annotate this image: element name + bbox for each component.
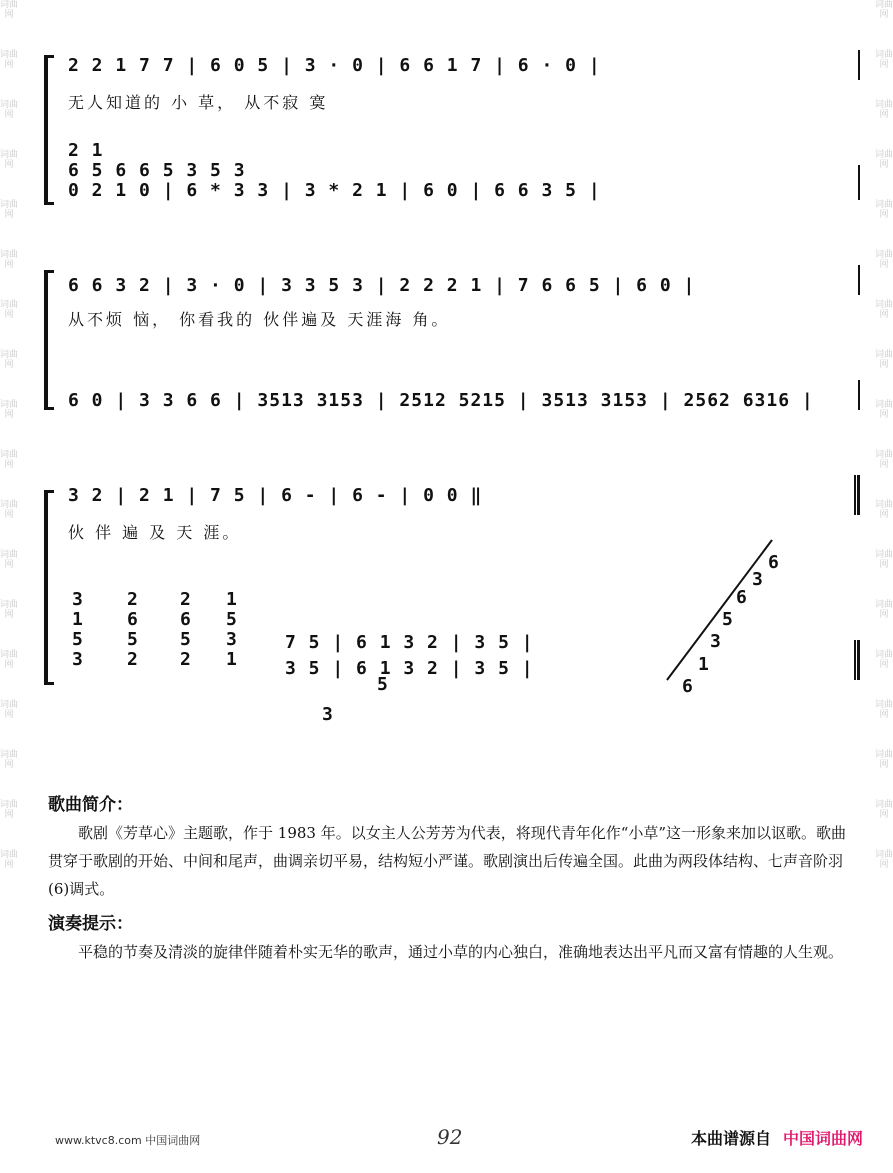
- final-barline-thick: [857, 640, 860, 680]
- score-system-2: [30, 260, 860, 420]
- footer-source: [691, 1126, 863, 1149]
- watermark-text: 词曲网: [0, 700, 18, 720]
- watermark-text: 词曲网: [0, 300, 18, 320]
- lyrics-line: 无人知道的 小 草， 从不寂 寞: [68, 93, 329, 112]
- watermark-text: 词曲网: [875, 250, 893, 270]
- final-barline: [854, 475, 856, 515]
- watermark-text: 词曲网: [0, 0, 18, 20]
- melody-line: 2 2 1 7 7 | 6 0 5 | 3 · 0 | 6 6 1 7 | 6 · 0 |: [68, 55, 601, 76]
- watermark-text: 词曲网: [875, 100, 893, 120]
- watermark-text: 词曲网: [875, 650, 893, 670]
- watermark-text: 词曲网: [0, 100, 18, 120]
- watermark-text: 词曲网: [875, 300, 893, 320]
- watermark-text: 词曲网: [0, 850, 18, 870]
- watermark-text: 词曲网: [0, 200, 18, 220]
- watermark-text: 词曲网: [875, 700, 893, 720]
- watermark-text: 词曲网: [0, 600, 18, 620]
- arpeggio-note: 6: [736, 587, 747, 608]
- left-watermark-strip: [0, 0, 18, 1173]
- accomp-lower-line: 3 5 | 6 1 3 2 | 3 5 |: [285, 658, 534, 679]
- accomp-top-line: 2 1: [68, 140, 104, 161]
- score-system-3: [30, 465, 860, 740]
- final-barline: [858, 50, 860, 80]
- watermark-text: 词曲网: [875, 750, 893, 770]
- watermark-text: 词曲网: [0, 250, 18, 270]
- watermark-text: 词曲网: [0, 650, 18, 670]
- score-system-1: [30, 45, 860, 215]
- final-barline: [854, 640, 856, 680]
- system-brace: [44, 490, 48, 685]
- arpeggio-note: 3: [752, 569, 763, 590]
- song-introduction: [48, 790, 858, 972]
- lyrics-line: 伙 伴 遍 及 天 涯。: [68, 523, 242, 542]
- watermark-text: 词曲网: [0, 350, 18, 370]
- arpeggio-note: 6: [682, 676, 693, 697]
- chord-column-4: 1 5 3 1: [226, 589, 237, 670]
- arpeggio-note: 6: [768, 552, 779, 573]
- footer-site: www.ktvc8.com 中国词曲网: [55, 1134, 201, 1147]
- watermark-text: 词曲网: [875, 600, 893, 620]
- performance-title: 演奏提示：: [48, 914, 133, 934]
- watermark-text: 词曲网: [875, 850, 893, 870]
- watermark-text: 词曲网: [875, 150, 893, 170]
- lyrics-line: 从不烦 恼， 你看我的 伙伴遍及 天涯海 角。: [68, 310, 451, 329]
- watermark-text: 词曲网: [875, 400, 893, 420]
- watermark-text: 词曲网: [0, 800, 18, 820]
- page-number: 92: [437, 1125, 463, 1149]
- final-barline: [858, 165, 860, 200]
- watermark-text: 词曲网: [0, 500, 18, 520]
- watermark-text: 词曲网: [0, 750, 18, 770]
- watermark-text: 词曲网: [0, 150, 18, 170]
- watermark-text: 词曲网: [0, 450, 18, 470]
- footer-brand: 中国词曲网: [782, 1129, 863, 1148]
- watermark-text: 词曲网: [875, 350, 893, 370]
- accomp-mid-line: 6 5 6 6 5 3 5 3: [68, 160, 246, 181]
- watermark-text: 词曲网: [875, 0, 893, 20]
- arpeggio-note: 5: [722, 609, 733, 630]
- watermark-text: 词曲网: [875, 450, 893, 470]
- watermark-text: 词曲网: [875, 800, 893, 820]
- arpeggio-note: 1: [698, 654, 709, 675]
- chord-column-3: 2 6 5 2: [180, 589, 191, 670]
- accomp-line: 7 5 | 6 1 3 2 | 3 5 |: [285, 632, 534, 653]
- final-barline: [858, 380, 860, 410]
- watermark-text: 词曲网: [875, 50, 893, 70]
- watermark-text: 词曲网: [0, 550, 18, 570]
- system-brace: [44, 55, 48, 205]
- right-watermark-strip: [875, 0, 893, 1173]
- intro-text: 歌剧《芳草心》主题歌，作于 1983 年。以女主人公芳芳为代表，将现代青年化作“小草”这一形象来加以讴歌。歌曲贯穿于歌剧的开始、中间和尾声，曲调亲切平易，结构短小严谨。歌剧演出后传遍全国。此曲为两段体结构、七声音阶羽(6)调式。: [48, 824, 847, 898]
- final-barline-thick: [857, 475, 860, 515]
- watermark-text: 词曲网: [0, 50, 18, 70]
- footer-source-label: 本曲谱源自: [690, 1129, 771, 1148]
- watermark-text: 词曲网: [875, 550, 893, 570]
- final-barline: [858, 265, 860, 295]
- tail-note-high: 5: [377, 674, 388, 695]
- performance-text: 平稳的节奏及清淡的旋律伴随着朴实无华的歌声，通过小草的内心独白，准确地表达出平凡而又富有情趣的人生观。: [78, 943, 844, 961]
- watermark-text: 词曲网: [0, 400, 18, 420]
- watermark-text: 词曲网: [875, 500, 893, 520]
- accomp-line: 6 0 | 3 3 6 6 | 3513 3153 | 2512 5215 | 3513 3153 | 2562 6316 |: [68, 390, 814, 411]
- intro-title: 歌曲简介：: [48, 795, 133, 815]
- accomp-bottom-line: 0 2 1 0 | 6 * 3 3 | 3 * 2 1 | 6 0 | 6 6 3 5 |: [68, 180, 601, 201]
- chord-column-1: 3 1 5 3: [72, 589, 83, 670]
- tail-note-low: 3: [322, 704, 333, 725]
- system-brace: [44, 270, 48, 410]
- chord-column-2: 2 6 5 2: [127, 589, 138, 670]
- melody-line: 3 2 | 2 1 | 7 5 | 6 - | 6 - | 0 0 ‖: [68, 485, 483, 506]
- melody-line: 6 6 3 2 | 3 · 0 | 3 3 5 3 | 2 2 2 1 | 7 6 6 5 | 6 0 |: [68, 275, 696, 296]
- watermark-text: 词曲网: [875, 200, 893, 220]
- arpeggio-note: 3: [710, 631, 721, 652]
